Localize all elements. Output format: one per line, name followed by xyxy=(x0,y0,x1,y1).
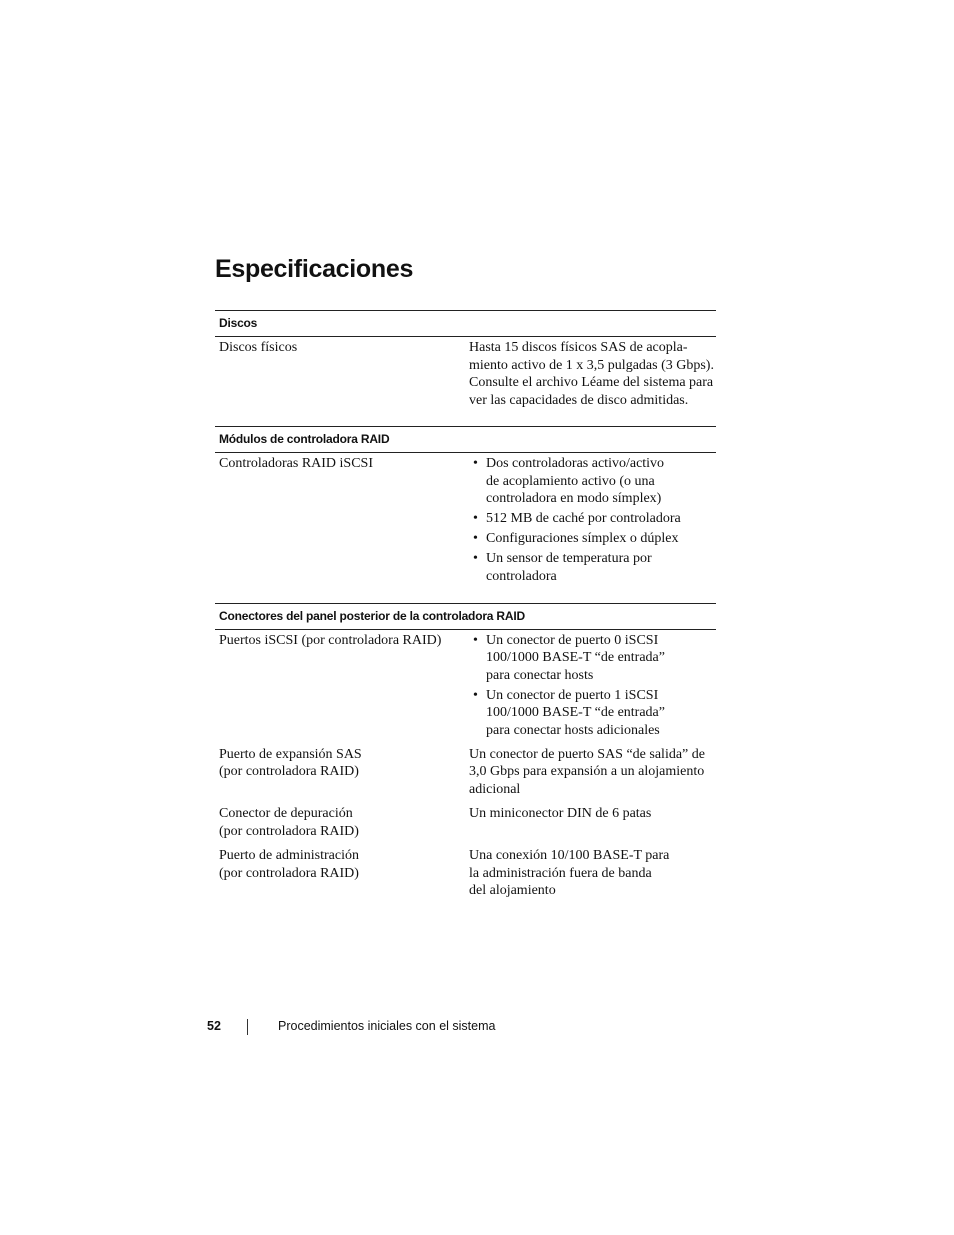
value-line: adicional xyxy=(469,781,521,797)
bullet-marker: • xyxy=(473,456,478,471)
spec-value xyxy=(465,746,716,806)
specifications-table xyxy=(215,310,716,900)
label-line: Puertos iSCSI (por controladora RAID) xyxy=(219,632,442,648)
spec-label xyxy=(215,746,465,806)
spec-label xyxy=(215,847,465,900)
value-line: la administración fuera de banda xyxy=(469,865,652,881)
bullet-line: 100/1000 BASE-T “de entrada” xyxy=(486,650,665,665)
bullet-item xyxy=(469,530,716,548)
footer-separator xyxy=(247,1019,248,1035)
label-line: Puerto de administración xyxy=(219,848,359,863)
spec-row-iscsi-ports xyxy=(215,629,716,746)
spec-label xyxy=(215,337,465,427)
value-line: Hasta 15 discos físicos SAS de acopla- xyxy=(469,340,688,355)
label-line: Discos físicos xyxy=(219,340,298,355)
bullet-line: de acoplamiento activo (o una xyxy=(486,473,655,489)
value-line: Un conector de puerto SAS “de salida” de xyxy=(469,746,705,762)
value-line: miento activo de 1 x 3,5 pulgadas (3 Gbps). xyxy=(469,357,714,373)
bullet-line: para conectar hosts adicionales xyxy=(486,722,660,738)
label-line: Controladoras RAID iSCSI xyxy=(219,456,373,471)
label-line: Puerto de expansión SAS xyxy=(219,746,362,762)
spec-label xyxy=(215,629,465,746)
bullet-line: Un conector de puerto 1 iSCSI xyxy=(486,687,659,703)
section-heading-label: Discos xyxy=(215,311,716,337)
label-line: (por controladora RAID) xyxy=(219,823,359,839)
bullet-marker: • xyxy=(473,632,478,648)
bullet-line: para conectar hosts xyxy=(486,667,594,683)
spec-value xyxy=(465,337,716,427)
bullet-line: Un conector de puerto 0 iSCSI xyxy=(486,632,659,648)
spec-label xyxy=(215,453,465,604)
value-line: Un miniconector DIN de 6 patas xyxy=(469,806,652,821)
value-line: del alojamiento xyxy=(469,883,556,898)
section-heading-raid-modules xyxy=(215,427,716,453)
bullet-list xyxy=(469,455,716,585)
bullet-line: controladora en modo símplex) xyxy=(486,491,662,506)
bullet-line: Un sensor de temperatura por xyxy=(486,551,652,566)
bullet-list xyxy=(469,632,716,740)
bullet-line: 100/1000 BASE-T “de entrada” xyxy=(486,705,665,720)
spec-row-discos-fisicos xyxy=(215,337,716,427)
spec-label xyxy=(215,805,465,847)
bullet-line: Dos controladoras activo/activo xyxy=(486,456,665,471)
page-title: Especificaciones xyxy=(215,255,414,283)
bullet-line: controladora xyxy=(486,568,557,584)
section-heading-label: Módulos de controladora RAID xyxy=(215,427,716,453)
spec-row-raid-iscsi-controllers xyxy=(215,453,716,604)
label-line: (por controladora RAID) xyxy=(219,865,359,881)
section-heading-discos xyxy=(215,311,716,337)
label-line: Conector de depuración xyxy=(219,806,353,821)
page-number: 52 xyxy=(207,1019,221,1033)
spec-value xyxy=(465,805,716,847)
bullet-marker: • xyxy=(473,687,478,703)
spec-row-debug-connector xyxy=(215,805,716,847)
bullet-item xyxy=(469,632,716,685)
bullet-line: 512 MB de caché por controladora xyxy=(486,511,681,526)
value-line: Consulte el archivo Léame del sistema para xyxy=(469,375,714,390)
section-heading-rear-panel-connectors xyxy=(215,603,716,629)
bullet-item xyxy=(469,550,716,585)
value-line: Una conexión 10/100 BASE-T para xyxy=(469,848,670,863)
value-line: ver las capacidades de disco admitidas. xyxy=(469,392,689,408)
footer-title: Procedimientos iniciales con el sistema xyxy=(278,1019,496,1033)
label-line: (por controladora RAID) xyxy=(219,764,359,779)
bullet-line: Configuraciones símplex o dúplex xyxy=(486,531,679,546)
spec-value xyxy=(465,847,716,900)
section-heading-label: Conectores del panel posterior de la controladora RAID xyxy=(215,603,716,629)
value-line: 3,0 Gbps para expansión a un alojamiento xyxy=(469,764,705,779)
spec-value xyxy=(465,453,716,604)
spec-row-management-port xyxy=(215,847,716,900)
bullet-marker: • xyxy=(473,531,478,546)
bullet-marker: • xyxy=(473,511,478,526)
bullet-marker: • xyxy=(473,551,478,566)
spec-row-sas-expansion-port xyxy=(215,746,716,806)
spec-value xyxy=(465,629,716,746)
bullet-item xyxy=(469,510,716,528)
bullet-item xyxy=(469,455,716,508)
bullet-item xyxy=(469,687,716,740)
